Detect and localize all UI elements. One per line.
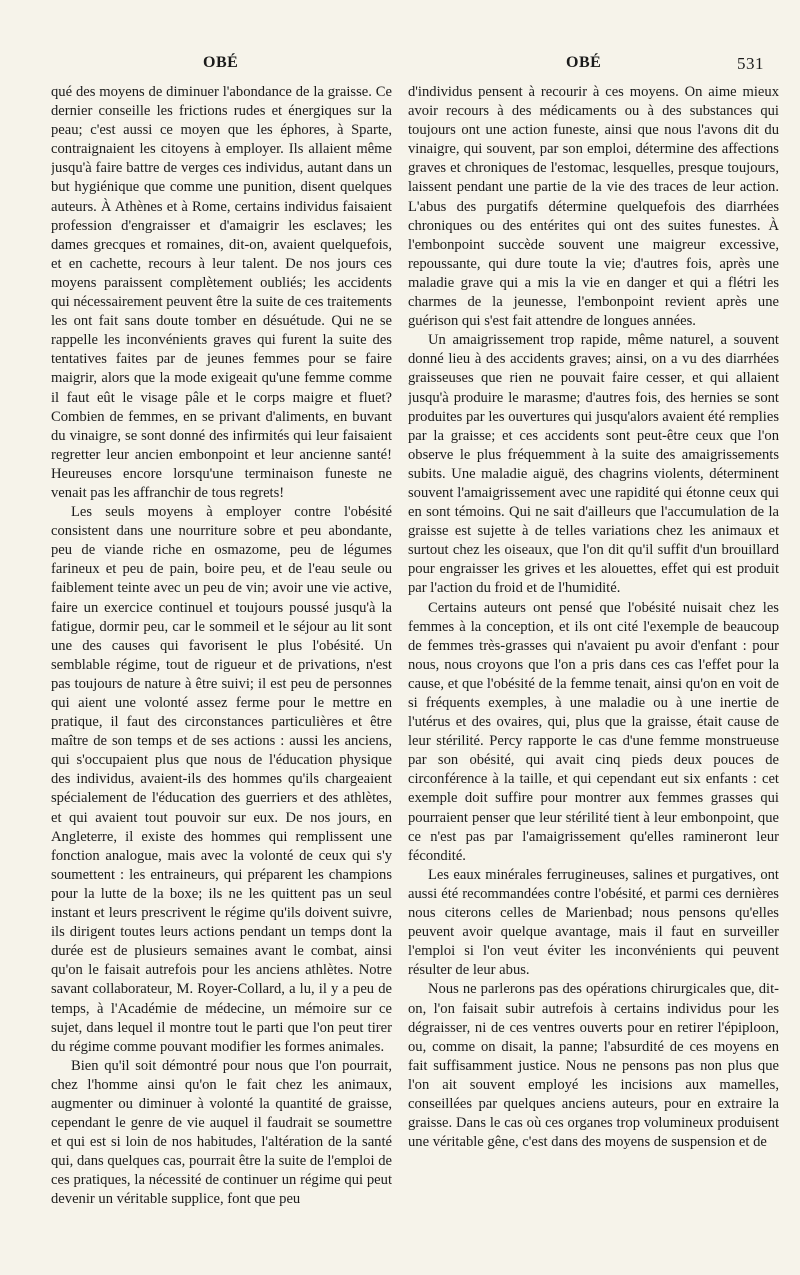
paragraph: Un amaigrissement trop rapide, même naturel, a souvent donné lieu à des accidents graves; ainsi, on a vu des diarrhées graisseuses que rien ne pouvait faire cesser, et qui allaient jusqu'à produire le marasme; d'autres fois, des hernies se sont produites par les ouvertures qui jusqu'alors avaient été remplies par la graisse; et ces accidents sont peut-être ceux que l'on observe le plus fréquemment à la suite des amaigrissements subits. Une maladie aiguë, des chagrins violents, déterminent souvent l'amaigrissement avec une rapidité qui étonne ceux qui en sont témoins. Qui ne sait d'ailleurs que l'accumulation de la graisse est sujette à de telles variations chez les animaux et surtout chez les oiseaux, que l'on dit qu'il suffit d'un brouillard pour engraisser les grives et les alouettes, effet qui est produit par l'action du froid et de l'humidité. <box>408 332 779 597</box>
page-number: 531 <box>737 54 764 73</box>
left-column <box>51 83 392 1271</box>
paragraph: Bien qu'il soit démontré pour nous que l'on pourrait, chez l'homme ainsi qu'on le fait chez les animaux, augmenter ou diminuer à volonté la quantité de graisse, cependant le genre de vie auquel il faudrait se soumettre et qui est si loin de nos habitudes, l'altération de la santé qui, dans quelques cas, pourrait être la suite de l'emploi de ces pratiques, la nécessité de continuer un régime qui peut devenir un véritable supplice, font que peu <box>51 1057 392 1208</box>
running-head-right: OBÉ <box>566 54 602 71</box>
paragraph: Les seuls moyens à employer contre l'obésité consistent dans une nourriture sobre et peu abondante, peu de viande riche en osmazome, peu de légumes farineux et peu de pain, boire peu, et de l'eau seule ou faiblement teinte avec un peu de vin; avoir une vie active, faire un exercice continuel et toujours poussé jusqu'à la fatigue, dormir peu, car le sommeil et le séjour au lit sont une des causes qui favorisent le plus l'obésité. Un semblable régime, tout de rigueur et de privations, n'est pas toujours de nature à être suivi; il est peu de personnes qui aient une volonté assez ferme pour le mettre en pratique, il faut des circonstances particulières et être maître de son temps et de ses actions : aussi les anciens, qui s'occupaient plus que nous de l'éducation physique des individus, avaient-ils des hommes qu'ils chargeaient spécialement de l'éducation des guerriers et des athlètes, et qui avaient tout pouvoir sur eux. De nos jours, en Angleterre, il existe des hommes qui remplissent une fonction analogue, mais avec la volonté de ceux qui s'y soumettent : les entraineurs, qui préparent les champions pour la lutte de la boxe; ils ne les quittent pas un seul instant et leurs prescrivent le régime qu'ils doivent suivre, ils dirigent toutes leurs actions pendant un temps dont la durée est de plusieurs semaines avant le combat, ainsi qu'on le faisait autrefois pour les anciens athlètes. Notre savant collaborateur, M. Royer-Collard, a lu, il y a peu de temps, à l'Académie de médecine, un mémoire sur ce sujet, dans lequel il montre tout le parti que l'on peut tirer du régime comme pouvant modifier les formes animales. <box>51 504 392 1055</box>
paragraph: Certains auteurs ont pensé que l'obésité nuisait chez les femmes à la conception, et ils ont cité l'exemple de beaucoup de femmes très-grasses qui n'avaient pu avoir d'enfant : pour nous, nous croyons que l'on a pris dans ces cas l'effet pour la cause, et que l'obésité de la femme tenait, ainsi qu'on en voit de si fréquents exemples, à une maladie ou à une inertie de l'utérus et des ovaires, qui, plus que la graisse, était cause de leur stérilité. Percy rapporte le cas d'une femme monstrueuse par son obésité, qui avait cinq pieds deux pouces de circonférence à la taille, et qui cependant eut six enfants : cet exemple doit suffire pour montrer aux femmes grasses qui pourraient penser que leur stérilité tient à leur embonpoint, que ce n'est pas par l'amaigrissement qu'elles ramineront leur fécondité. <box>408 599 779 864</box>
running-head-left: OBÉ <box>203 54 239 71</box>
right-column <box>408 83 779 1271</box>
paragraph: Les eaux minérales ferrugineuses, salines et purgatives, ont aussi été recommandées contre l'obésité, et parmi ces dernières nous citerons celles de Marienbad; nous pensons qu'elles peuvent avoir quelque avantage, mais il faut en surveiller l'emploi si l'on veut éviter les inconvénients qui peuvent résulter de leur abus. <box>408 866 779 979</box>
paragraph: qué des moyens de diminuer l'abondance de la graisse. Ce dernier conseille les frictions rudes et énergiques sur la peau; c'est aussi ce moyen que les éphores, à Sparte, contraignaient les citoyens à employer. Ils allaient même jusqu'à faire battre de verges ces individus, autant dans un but hygiénique que comme une punition, disent quelques auteurs. À Athènes et à Rome, certains individus faisaient profession d'engraisser et d'amaigrir les esclaves; les dames grecques et romaines, dit-on, avaient quelquefois, et en cachette, recours à leur talent. De nos jours ces moyens paraissent complètement oubliés; les accidents qui nécessairement peuvent être la suite de ces traitements les ont fait sans doute tomber en désuétude. Qui ne se rappelle les inconvénients graves qui furent la suite des tentatives faites par de jeunes femmes pour se faire maigrir, alors que la mode exigeait qu'une femme comme il faut eût le visage pâle et le corps maigre et fluet? Combien de femmes, en se privant d'aliments, en buvant du vinaigre, se sont donné des infirmités qui leur faisaient regretter leur ancien embonpoint et leur ancienne santé! Heureuses encore lorsqu'une terminaison funeste ne venait pas les affranchir de tous regrets! <box>51 84 392 501</box>
paragraph: d'individus pensent à recourir à ces moyens. On aime mieux avoir recours à des médicaments ou à des substances qui toujours ont une action funeste, ainsi que nous l'avons dit du vinaigre, qui souvent, par son emploi, détermine des affections graves et chroniques de l'estomac, lesquelles, presque toujours, laissent pendant une partie de la vie des traces de leur action. L'abus des purgatifs détermine quelquefois des diarrhées chroniques ou des entérites qui ont des suites funestes. À l'embonpoint succède souvent une maigreur excessive, repoussante, qui dure toute la vie; d'autres fois, après une maladie grave qui a mis la vie en danger et qui a flétri les charmes de la jeunesse, l'embonpoint revient après une guérison qui s'est fait attendre de longues années. <box>408 84 779 330</box>
paragraph: Nous ne parlerons pas des opérations chirurgicales que, dit-on, l'on faisait subir autrefois à certains individus pour les dégraisser, ni de ces ventres ouverts pour en retirer l'épiploon, ou, comme on disait, la panne; l'absurdité de ces moyens en fait suffisamment justice. Nous ne pensons pas non plus que l'on ait souvent employé les incisions aux mamelles, conseillées par quelques anciens auteurs, pour en extraire la graisse. Dans le cas où ces organes trop volumineux produisent une véritable gêne, c'est dans des moyens de suspension et de <box>408 981 779 1151</box>
